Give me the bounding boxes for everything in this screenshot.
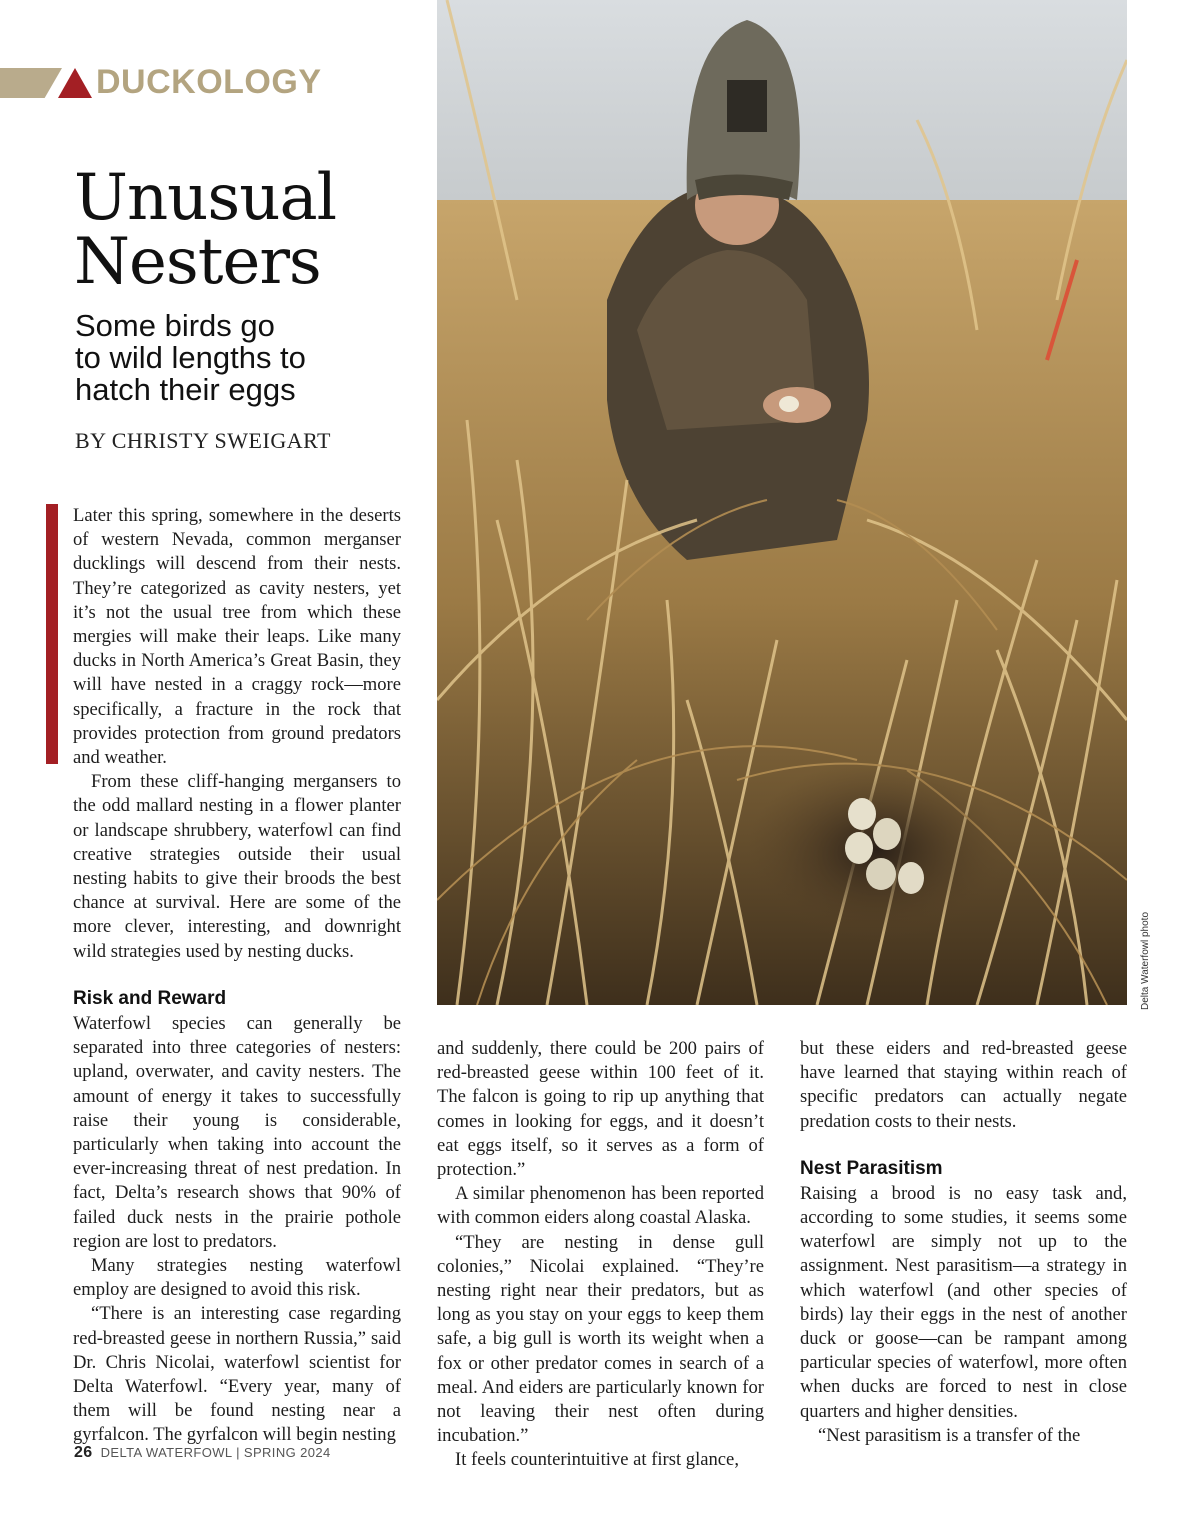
- intro-accent-bar: [46, 504, 58, 764]
- publication-name: DELTA WATERFOWL: [100, 1445, 233, 1460]
- body-paragraph: and suddenly, there could be 200 pairs of red-breasted geese within 100 feet of it. The falcon is going to rip up anything that comes in looking for eggs, and it doesn’t eat eggs itself, so it serves as a form of protection.”: [437, 1038, 764, 1181]
- section-triangle-icon: [58, 68, 92, 98]
- title-line-2: Nesters: [74, 225, 321, 299]
- column-3: [800, 1037, 1127, 1448]
- title-line-1: Unusual: [74, 161, 337, 235]
- intro-column: [73, 504, 401, 964]
- body-paragraph: “They are nesting in dense gull colonies,” Nicolai explained. “They’re nesting right near their predators, but as long as you stay on your eggs to keep them safe, a big gull is worth its weight when a fox or other predator comes in search of a meal. And eiders are particularly known for not leaving their nest often during incubation.”: [437, 1231, 764, 1447]
- column-1: [73, 986, 401, 1448]
- body-paragraph: “There is an interesting case regarding red-breasted geese in northern Russia,” said Dr. Chris Nicolai, waterfowl scientist for Delta Waterfowl. “Every year, many of them will be found nesting near a gyrfalcon. The gyrfalcon will begin nesting: [73, 1303, 401, 1446]
- issue-date: SPRING 2024: [243, 1445, 331, 1460]
- section-band: [0, 68, 62, 98]
- page-number: 26: [74, 1444, 93, 1461]
- deck-line-1: Some birds go: [75, 308, 275, 343]
- article-title: [74, 161, 414, 299]
- deck-line-2: to wild lengths to: [75, 340, 306, 375]
- article-deck: [75, 310, 415, 406]
- section-label: DUCKOLOGY: [96, 63, 322, 101]
- section-heading-nest-parasitism: Nest Parasitism: [800, 1157, 943, 1179]
- body-paragraph: It feels counterintuitive at first glance,: [455, 1449, 739, 1471]
- body-paragraph: but these eiders and red-breasted geese have learned that staying within reach of specific predators can actually negate predation costs to their nests.: [800, 1038, 1127, 1132]
- deck-line-3: hatch their eggs: [75, 372, 296, 407]
- page-footer: [74, 1444, 331, 1462]
- body-paragraph: Waterfowl species can generally be separated into three categories of nesters: upland, overwater, and cavity nesters. The amount of energy it takes to successfully raise their young is considerable, particularly when taking into account the ever-increasing threat of nest predation. In fact, Delta’s research shows that 90% of failed duck nests in the prairie pothole region are lost to predators.: [73, 1013, 401, 1252]
- photo-man-in-grass-icon: [437, 0, 1127, 1005]
- column-2: [437, 1037, 764, 1473]
- body-paragraph: Many strategies nesting waterfowl employ are designed to avoid this risk.: [73, 1255, 401, 1301]
- photo-credit: Delta Waterfowl photo: [1140, 911, 1151, 1010]
- intro-paragraph-2: From these cliff-hanging mergansers to the odd mallard nesting in a flower planter or landscape shrubbery, waterfowl can find creative strategies outside their usual nesting habits to give their broods the best chance at survival. Here are some of the more clever, interesting, and downright wild strategies used by nesting ducks.: [73, 771, 401, 962]
- section-heading-risk-and-reward: Risk and Reward: [73, 988, 227, 1009]
- footer-separator: |: [236, 1445, 240, 1460]
- intro-paragraph-1: Later this spring, somewhere in the deserts of western Nevada, common merganser ducklings will descend from their nests. They’re categorized as cavity nesters, yet it’s not the usual tree from which these mergies will make their leaps. Like many ducks in North America’s Great Basin, they will have nested in a craggy rock—more specifically, a fracture in the rock that provides protection from ground predators and weather.: [73, 505, 401, 769]
- byline: BY CHRISTY SWEIGART: [75, 428, 331, 453]
- article-photo: [437, 0, 1127, 1005]
- body-paragraph: A similar phenomenon has been reported with common eiders along coastal Alaska.: [437, 1183, 764, 1229]
- body-paragraph: “Nest parasitism is a transfer of the: [818, 1424, 1081, 1446]
- body-paragraph: Raising a brood is no easy task and, according to some studies, it seems some waterfowl are simply not up to the assignment. Nest parasitism—a strategy in which waterfowl (and other species of birds) lay their eggs in the nest of another duck or goose—can be rampant among particular species of waterfowl, more often when ducks are forced to nest in close quarters and higher densities.: [800, 1182, 1127, 1422]
